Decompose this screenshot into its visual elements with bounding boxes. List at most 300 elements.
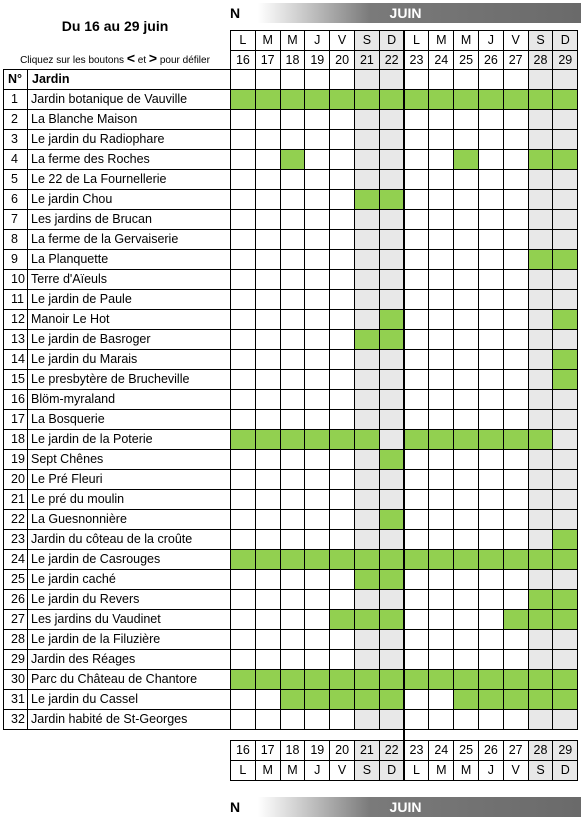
closed-day-cell xyxy=(528,349,554,370)
open-day-cell xyxy=(503,89,529,110)
closed-day-cell xyxy=(304,349,330,370)
open-day-cell xyxy=(552,609,578,630)
garden-name: Le jardin Chou xyxy=(27,189,231,210)
scroll-hint xyxy=(0,50,230,66)
closed-day-cell xyxy=(354,169,380,190)
closed-day-cell xyxy=(255,329,281,350)
header-spacer-cell xyxy=(453,69,479,90)
garden-name: Le jardin de Basroger xyxy=(27,329,231,350)
day-number-header: 25 xyxy=(453,50,479,70)
garden-name: Le 22 de La Fournellerie xyxy=(27,169,231,190)
closed-day-cell xyxy=(379,269,405,290)
closed-day-cell xyxy=(230,509,256,530)
closed-day-cell xyxy=(453,369,479,390)
closed-day-cell xyxy=(528,409,554,430)
garden-name: Le presbytère de Brucheville xyxy=(27,369,231,390)
open-day-cell xyxy=(528,689,554,710)
closed-day-cell xyxy=(354,109,380,130)
closed-day-cell xyxy=(304,249,330,270)
day-letter-header: L xyxy=(404,30,430,51)
closed-day-cell xyxy=(329,269,355,290)
closed-day-cell xyxy=(304,109,330,130)
open-day-cell xyxy=(379,569,405,590)
closed-day-cell xyxy=(528,189,554,210)
open-day-cell xyxy=(354,669,380,690)
open-day-cell xyxy=(503,609,529,630)
closed-day-cell xyxy=(428,149,454,170)
closed-day-cell xyxy=(503,169,529,190)
next-arrow-icon: > xyxy=(148,50,158,66)
open-day-cell xyxy=(230,89,256,110)
day-letter-header: L xyxy=(230,30,256,51)
previous-month-fragment[interactable]: N xyxy=(230,799,241,815)
closed-day-cell xyxy=(503,709,529,730)
closed-day-cell xyxy=(354,489,380,510)
open-day-cell xyxy=(379,329,405,350)
closed-day-cell xyxy=(503,449,529,470)
closed-day-cell xyxy=(304,569,330,590)
open-day-cell xyxy=(255,89,281,110)
closed-day-cell xyxy=(329,529,355,550)
garden-number: 28 xyxy=(3,629,28,650)
garden-number: 21 xyxy=(3,489,28,510)
closed-day-cell xyxy=(503,589,529,610)
day-letter-footer: L xyxy=(404,760,430,781)
closed-day-cell xyxy=(304,149,330,170)
closed-day-cell xyxy=(428,209,454,230)
open-day-cell xyxy=(354,189,380,210)
closed-day-cell xyxy=(552,189,578,210)
closed-day-cell xyxy=(552,469,578,490)
open-day-cell xyxy=(304,89,330,110)
open-day-cell xyxy=(280,89,306,110)
garden-number: 30 xyxy=(3,669,28,690)
open-day-cell xyxy=(304,669,330,690)
day-letter-footer: J xyxy=(304,760,330,781)
closed-day-cell xyxy=(503,389,529,410)
day-letter-header: S xyxy=(528,30,554,51)
closed-day-cell xyxy=(453,489,479,510)
closed-day-cell xyxy=(528,649,554,670)
week-separator-line xyxy=(403,30,405,780)
closed-day-cell xyxy=(478,609,504,630)
open-day-cell xyxy=(528,589,554,610)
closed-day-cell xyxy=(280,389,306,410)
closed-day-cell xyxy=(379,249,405,270)
closed-day-cell xyxy=(255,369,281,390)
previous-month-fragment[interactable]: N xyxy=(230,5,241,21)
open-day-cell xyxy=(528,549,554,570)
open-day-cell xyxy=(354,689,380,710)
closed-day-cell xyxy=(304,269,330,290)
open-day-cell xyxy=(552,529,578,550)
closed-day-cell xyxy=(428,129,454,150)
closed-day-cell xyxy=(354,389,380,410)
garden-name: Blöm-myraland xyxy=(27,389,231,410)
month-scroll-bar-bottom[interactable] xyxy=(230,797,581,817)
closed-day-cell xyxy=(304,709,330,730)
closed-day-cell xyxy=(329,589,355,610)
garden-number: 23 xyxy=(3,529,28,550)
closed-day-cell xyxy=(528,469,554,490)
closed-day-cell xyxy=(255,169,281,190)
day-letter-header: M xyxy=(255,30,281,51)
day-letter-footer: D xyxy=(552,760,578,781)
closed-day-cell xyxy=(379,529,405,550)
open-day-cell xyxy=(528,249,554,270)
closed-day-cell xyxy=(428,109,454,130)
closed-day-cell xyxy=(255,489,281,510)
closed-day-cell xyxy=(478,129,504,150)
closed-day-cell xyxy=(354,349,380,370)
closed-day-cell xyxy=(329,209,355,230)
closed-day-cell xyxy=(329,409,355,430)
closed-day-cell xyxy=(304,489,330,510)
closed-day-cell xyxy=(230,409,256,430)
open-day-cell xyxy=(230,549,256,570)
day-letter-footer: S xyxy=(354,760,380,781)
garden-name: Jardin des Réages xyxy=(27,649,231,670)
open-day-cell xyxy=(428,429,454,450)
closed-day-cell xyxy=(404,249,430,270)
closed-day-cell xyxy=(404,149,430,170)
open-day-cell xyxy=(552,89,578,110)
closed-day-cell xyxy=(404,349,430,370)
closed-day-cell xyxy=(379,369,405,390)
closed-day-cell xyxy=(280,289,306,310)
open-day-cell xyxy=(230,669,256,690)
closed-day-cell xyxy=(230,329,256,350)
closed-day-cell xyxy=(404,449,430,470)
closed-day-cell xyxy=(503,409,529,430)
day-number-footer: 18 xyxy=(280,740,306,761)
page-title: Du 16 au 29 juin xyxy=(61,18,169,34)
open-day-cell xyxy=(280,669,306,690)
open-day-cell xyxy=(528,609,554,630)
closed-day-cell xyxy=(255,269,281,290)
closed-day-cell xyxy=(478,309,504,330)
closed-day-cell xyxy=(478,389,504,410)
closed-day-cell xyxy=(503,529,529,550)
closed-day-cell xyxy=(354,369,380,390)
garden-number: 14 xyxy=(3,349,28,370)
open-day-cell xyxy=(453,429,479,450)
closed-day-cell xyxy=(329,129,355,150)
closed-day-cell xyxy=(404,269,430,290)
day-letter-header: S xyxy=(354,30,380,51)
open-day-cell xyxy=(255,549,281,570)
closed-day-cell xyxy=(453,169,479,190)
day-number-header: 27 xyxy=(503,50,529,70)
closed-day-cell xyxy=(528,289,554,310)
header-spacer-cell xyxy=(379,69,405,90)
garden-name: Les jardins du Vaudinet xyxy=(27,609,231,630)
closed-day-cell xyxy=(428,169,454,190)
open-day-cell xyxy=(354,429,380,450)
closed-day-cell xyxy=(404,389,430,410)
day-number-footer: 17 xyxy=(255,740,281,761)
closed-day-cell xyxy=(453,709,479,730)
closed-day-cell xyxy=(478,509,504,530)
open-day-cell xyxy=(329,549,355,570)
closed-day-cell xyxy=(428,289,454,310)
open-day-cell xyxy=(428,669,454,690)
closed-day-cell xyxy=(404,229,430,250)
closed-day-cell xyxy=(230,709,256,730)
day-letter-footer: S xyxy=(528,760,554,781)
closed-day-cell xyxy=(280,249,306,270)
closed-day-cell xyxy=(478,369,504,390)
garden-number: 24 xyxy=(3,549,28,570)
day-letter-header: J xyxy=(478,30,504,51)
day-number-footer: 19 xyxy=(304,740,330,761)
closed-day-cell xyxy=(230,289,256,310)
day-number-footer: 21 xyxy=(354,740,380,761)
closed-day-cell xyxy=(503,309,529,330)
closed-day-cell xyxy=(404,589,430,610)
closed-day-cell xyxy=(552,269,578,290)
closed-day-cell xyxy=(255,409,281,430)
closed-day-cell xyxy=(528,169,554,190)
closed-day-cell xyxy=(428,409,454,430)
closed-day-cell xyxy=(354,509,380,530)
closed-day-cell xyxy=(453,589,479,610)
garden-number: 8 xyxy=(3,229,28,250)
closed-day-cell xyxy=(478,629,504,650)
closed-day-cell xyxy=(329,149,355,170)
month-scroll-bar-top[interactable] xyxy=(230,3,581,23)
closed-day-cell xyxy=(453,389,479,410)
day-number-header: 16 xyxy=(230,50,256,70)
closed-day-cell xyxy=(552,289,578,310)
open-day-cell xyxy=(280,689,306,710)
closed-day-cell xyxy=(478,329,504,350)
closed-day-cell xyxy=(453,569,479,590)
header-spacer-cell xyxy=(503,69,529,90)
closed-day-cell xyxy=(503,369,529,390)
closed-day-cell xyxy=(304,409,330,430)
open-day-cell xyxy=(329,429,355,450)
closed-day-cell xyxy=(404,709,430,730)
open-day-cell xyxy=(503,549,529,570)
closed-day-cell xyxy=(354,309,380,330)
closed-day-cell xyxy=(428,649,454,670)
closed-day-cell xyxy=(379,169,405,190)
closed-day-cell xyxy=(528,309,554,330)
closed-day-cell xyxy=(329,309,355,330)
closed-day-cell xyxy=(230,569,256,590)
header-spacer-cell xyxy=(304,69,330,90)
column-header-number: N° xyxy=(3,69,28,90)
closed-day-cell xyxy=(453,309,479,330)
closed-day-cell xyxy=(528,229,554,250)
day-letter-header: V xyxy=(329,30,355,51)
closed-day-cell xyxy=(478,209,504,230)
closed-day-cell xyxy=(404,129,430,150)
closed-day-cell xyxy=(453,129,479,150)
closed-day-cell xyxy=(428,569,454,590)
open-day-cell xyxy=(552,369,578,390)
garden-name: Le jardin du Marais xyxy=(27,349,231,370)
closed-day-cell xyxy=(428,489,454,510)
closed-day-cell xyxy=(478,569,504,590)
closed-day-cell xyxy=(404,689,430,710)
garden-number: 2 xyxy=(3,109,28,130)
garden-name: Le jardin du Revers xyxy=(27,589,231,610)
closed-day-cell xyxy=(354,449,380,470)
closed-day-cell xyxy=(304,649,330,670)
garden-number: 22 xyxy=(3,509,28,530)
closed-day-cell xyxy=(280,409,306,430)
closed-day-cell xyxy=(528,329,554,350)
day-number-footer: 20 xyxy=(329,740,355,761)
day-number-header: 28 xyxy=(528,50,554,70)
closed-day-cell xyxy=(428,629,454,650)
open-day-cell xyxy=(255,429,281,450)
closed-day-cell xyxy=(379,489,405,510)
closed-day-cell xyxy=(304,449,330,470)
garden-number: 26 xyxy=(3,589,28,610)
closed-day-cell xyxy=(304,169,330,190)
open-day-cell xyxy=(478,689,504,710)
closed-day-cell xyxy=(428,389,454,410)
garden-name: Le jardin de la Filuzière xyxy=(27,629,231,650)
closed-day-cell xyxy=(230,389,256,410)
closed-day-cell xyxy=(255,149,281,170)
closed-day-cell xyxy=(503,209,529,230)
closed-day-cell xyxy=(379,429,405,450)
garden-number: 19 xyxy=(3,449,28,470)
header-spacer-cell xyxy=(280,69,306,90)
open-day-cell xyxy=(552,549,578,570)
open-day-cell xyxy=(453,549,479,570)
day-letter-footer: V xyxy=(503,760,529,781)
garden-name: Le pré du moulin xyxy=(27,489,231,510)
day-number-header: 23 xyxy=(404,50,430,70)
closed-day-cell xyxy=(255,449,281,470)
open-day-cell xyxy=(503,689,529,710)
closed-day-cell xyxy=(230,309,256,330)
closed-day-cell xyxy=(453,509,479,530)
open-day-cell xyxy=(354,609,380,630)
closed-day-cell xyxy=(255,709,281,730)
open-day-cell xyxy=(280,149,306,170)
day-letter-header: M xyxy=(280,30,306,51)
day-letter-footer: J xyxy=(478,760,504,781)
closed-day-cell xyxy=(453,409,479,430)
open-day-cell xyxy=(329,609,355,630)
closed-day-cell xyxy=(404,569,430,590)
month-label: JUIN xyxy=(389,5,422,21)
day-letter-footer: M xyxy=(453,760,479,781)
closed-day-cell xyxy=(528,129,554,150)
closed-day-cell xyxy=(280,189,306,210)
open-day-cell xyxy=(404,429,430,450)
day-letter-footer: D xyxy=(379,760,405,781)
day-number-footer: 25 xyxy=(453,740,479,761)
closed-day-cell xyxy=(478,649,504,670)
open-day-cell xyxy=(528,89,554,110)
closed-day-cell xyxy=(255,589,281,610)
closed-day-cell xyxy=(428,249,454,270)
closed-day-cell xyxy=(404,109,430,130)
closed-day-cell xyxy=(404,469,430,490)
closed-day-cell xyxy=(379,409,405,430)
day-number-footer: 26 xyxy=(478,740,504,761)
closed-day-cell xyxy=(329,449,355,470)
garden-number: 18 xyxy=(3,429,28,450)
closed-day-cell xyxy=(428,709,454,730)
open-day-cell xyxy=(528,669,554,690)
closed-day-cell xyxy=(478,589,504,610)
closed-day-cell xyxy=(453,469,479,490)
closed-day-cell xyxy=(304,329,330,350)
closed-day-cell xyxy=(503,349,529,370)
closed-day-cell xyxy=(528,529,554,550)
day-number-header: 19 xyxy=(304,50,330,70)
closed-day-cell xyxy=(453,329,479,350)
closed-day-cell xyxy=(404,509,430,530)
day-letter-header: J xyxy=(304,30,330,51)
closed-day-cell xyxy=(280,529,306,550)
closed-day-cell xyxy=(280,129,306,150)
closed-day-cell xyxy=(379,109,405,130)
closed-day-cell xyxy=(329,229,355,250)
closed-day-cell xyxy=(428,589,454,610)
closed-day-cell xyxy=(528,109,554,130)
closed-day-cell xyxy=(379,649,405,670)
closed-day-cell xyxy=(379,289,405,310)
garden-number: 6 xyxy=(3,189,28,210)
closed-day-cell xyxy=(354,709,380,730)
open-day-cell xyxy=(503,429,529,450)
day-letter-header: V xyxy=(503,30,529,51)
garden-name: Le jardin caché xyxy=(27,569,231,590)
closed-day-cell xyxy=(280,449,306,470)
day-number-header: 20 xyxy=(329,50,355,70)
garden-number: 29 xyxy=(3,649,28,670)
closed-day-cell xyxy=(230,609,256,630)
closed-day-cell xyxy=(280,229,306,250)
closed-day-cell xyxy=(404,189,430,210)
closed-day-cell xyxy=(428,469,454,490)
open-day-cell xyxy=(280,549,306,570)
closed-day-cell xyxy=(230,249,256,270)
closed-day-cell xyxy=(428,329,454,350)
closed-day-cell xyxy=(528,209,554,230)
closed-day-cell xyxy=(255,389,281,410)
header-spacer-cell xyxy=(428,69,454,90)
header-spacer-cell xyxy=(528,69,554,90)
closed-day-cell xyxy=(230,189,256,210)
day-number-footer: 27 xyxy=(503,740,529,761)
closed-day-cell xyxy=(503,229,529,250)
open-day-cell xyxy=(304,549,330,570)
day-letter-footer: M xyxy=(428,760,454,781)
closed-day-cell xyxy=(280,709,306,730)
closed-day-cell xyxy=(528,709,554,730)
closed-day-cell xyxy=(428,529,454,550)
header-spacer-cell xyxy=(329,69,355,90)
closed-day-cell xyxy=(404,649,430,670)
closed-day-cell xyxy=(478,149,504,170)
closed-day-cell xyxy=(478,169,504,190)
closed-day-cell xyxy=(255,469,281,490)
garden-number: 12 xyxy=(3,309,28,330)
garden-name: Le jardin du Cassel xyxy=(27,689,231,710)
closed-day-cell xyxy=(379,709,405,730)
closed-day-cell xyxy=(230,649,256,670)
